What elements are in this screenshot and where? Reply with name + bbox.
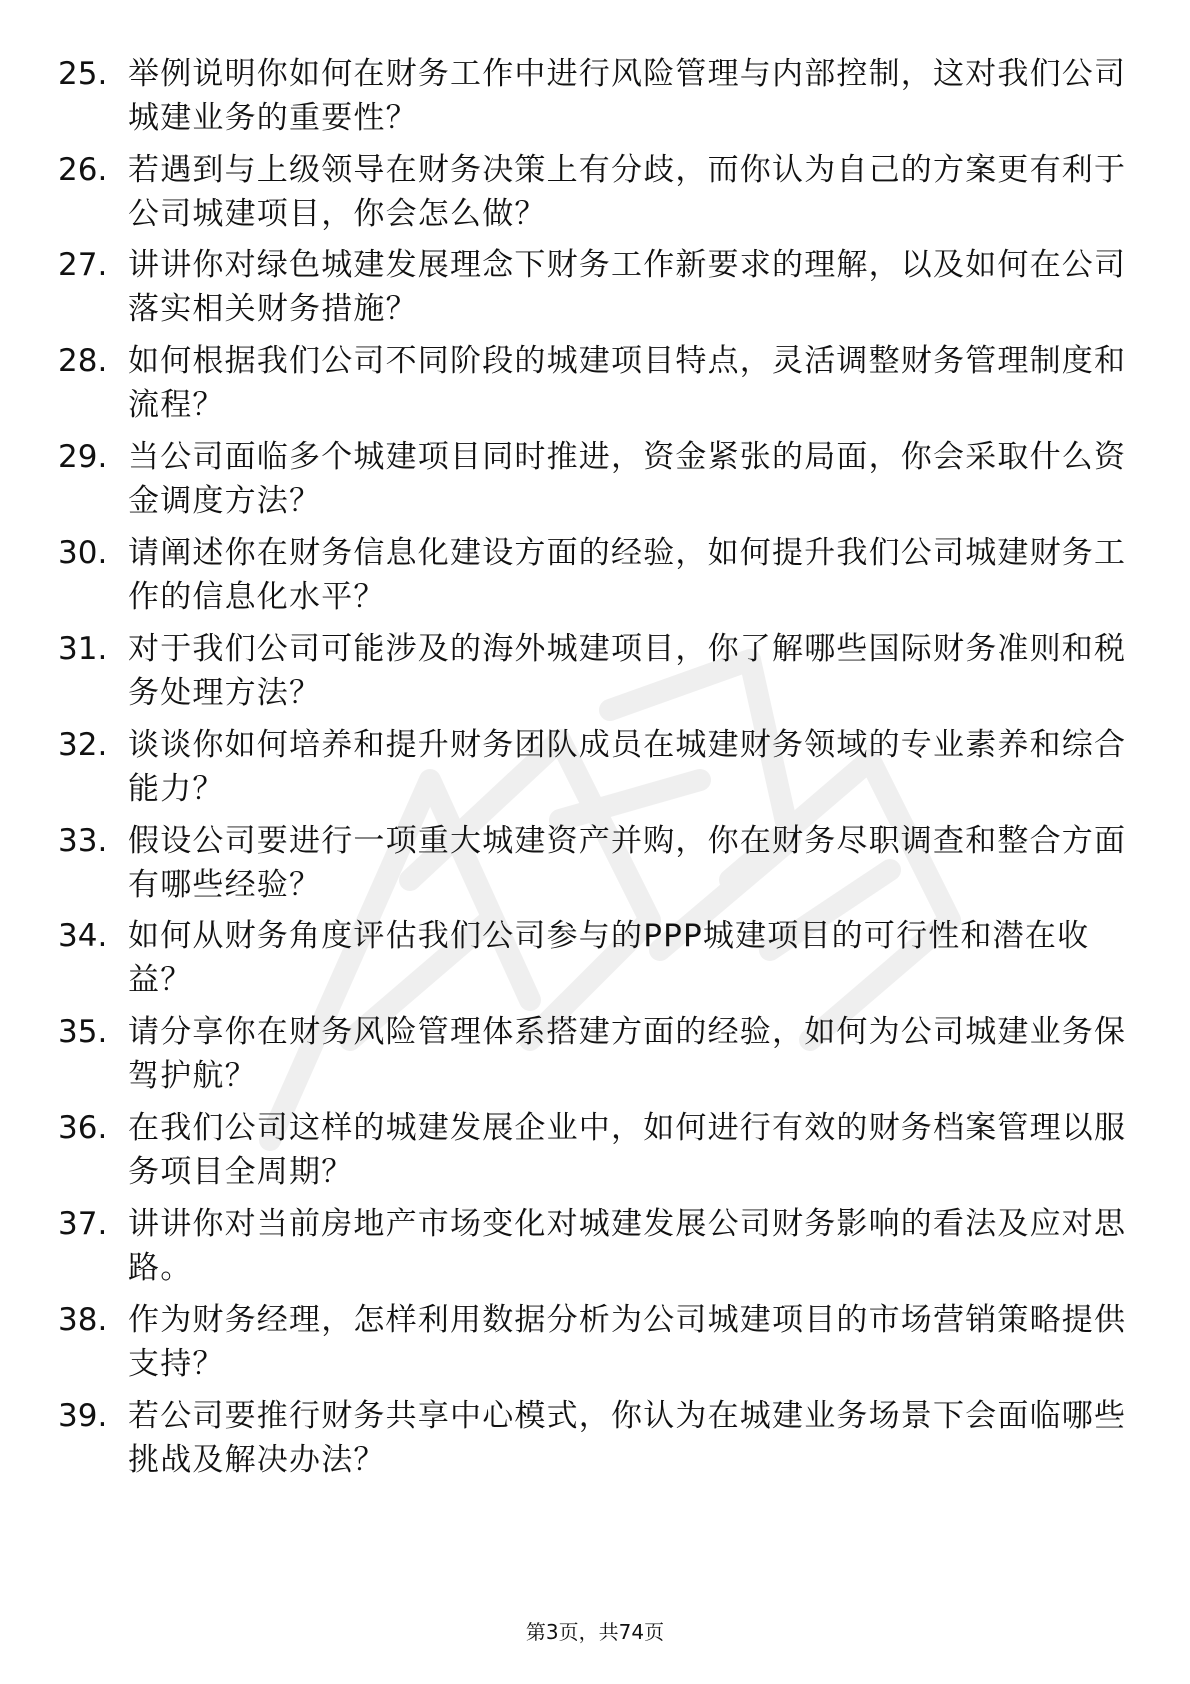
question-text: 请阐述你在财务信息化建设方面的经验，如何提升我们公司城建财务工作的信息化水平？ xyxy=(128,535,1127,615)
question-text: 若公司要推行财务共享中心模式，你认为在城建业务场景下会面临哪些挑战及解决办法？ xyxy=(128,1398,1127,1478)
question-number: 34. xyxy=(58,918,108,954)
question-text: 假设公司要进行一项重大城建资产并购，你在财务尽职调查和整合方面有哪些经验？ xyxy=(128,823,1127,903)
question-number: 32. xyxy=(58,727,108,763)
question-number: 28. xyxy=(58,343,108,379)
question-number: 27. xyxy=(58,247,108,283)
question-text: 在我们公司这样的城建发展企业中，如何进行有效的财务档案管理以服务项目全周期？ xyxy=(128,1110,1127,1190)
question-text: 如何根据我们公司不同阶段的城建项目特点，灵活调整财务管理制度和流程？ xyxy=(128,343,1127,423)
question-number: 38. xyxy=(58,1302,108,1338)
question-number: 33. xyxy=(58,823,108,859)
question-number: 29. xyxy=(58,439,108,475)
question-number: 36. xyxy=(58,1110,108,1146)
question-number: 25. xyxy=(58,56,108,92)
question-text: 对于我们公司可能涉及的海外城建项目，你了解哪些国际财务准则和税务处理方法？ xyxy=(128,631,1127,711)
question-text: 若遇到与上级领导在财务决策上有分歧，而你认为自己的方案更有利于公司城建项目，你会怎么做？ xyxy=(128,152,1127,232)
question-number: 37. xyxy=(58,1206,108,1242)
question-text: 谈谈你如何培养和提升财务团队成员在城建财务领域的专业素养和综合能力？ xyxy=(128,727,1127,807)
question-number: 39. xyxy=(58,1398,108,1434)
question-text: 当公司面临多个城建项目同时推进，资金紧张的局面，你会采取什么资金调度方法？ xyxy=(128,439,1127,519)
question-text: 如何从财务角度评估我们公司参与的PPP城建项目的可行性和潜在收益？ xyxy=(128,918,1090,998)
question-text: 讲讲你对当前房地产市场变化对城建发展公司财务影响的看法及应对思路。 xyxy=(128,1206,1127,1286)
question-number: 26. xyxy=(58,152,108,188)
page-footer: 第3页，共74页 xyxy=(525,1620,665,1644)
question-number: 31. xyxy=(58,631,108,667)
question-number: 35. xyxy=(58,1014,108,1050)
question-number: 30. xyxy=(58,535,108,571)
question-text: 作为财务经理，怎样利用数据分析为公司城建项目的市场营销策略提供支持？ xyxy=(128,1302,1127,1382)
question-text: 请分享你在财务风险管理体系搭建方面的经验，如何为公司城建业务保驾护航？ xyxy=(128,1014,1127,1094)
question-text: 讲讲你对绿色城建发展理念下财务工作新要求的理解，以及如何在公司落实相关财务措施？ xyxy=(128,247,1127,327)
question-text: 举例说明你如何在财务工作中进行风险管理与内部控制，这对我们公司城建业务的重要性？ xyxy=(128,56,1127,136)
